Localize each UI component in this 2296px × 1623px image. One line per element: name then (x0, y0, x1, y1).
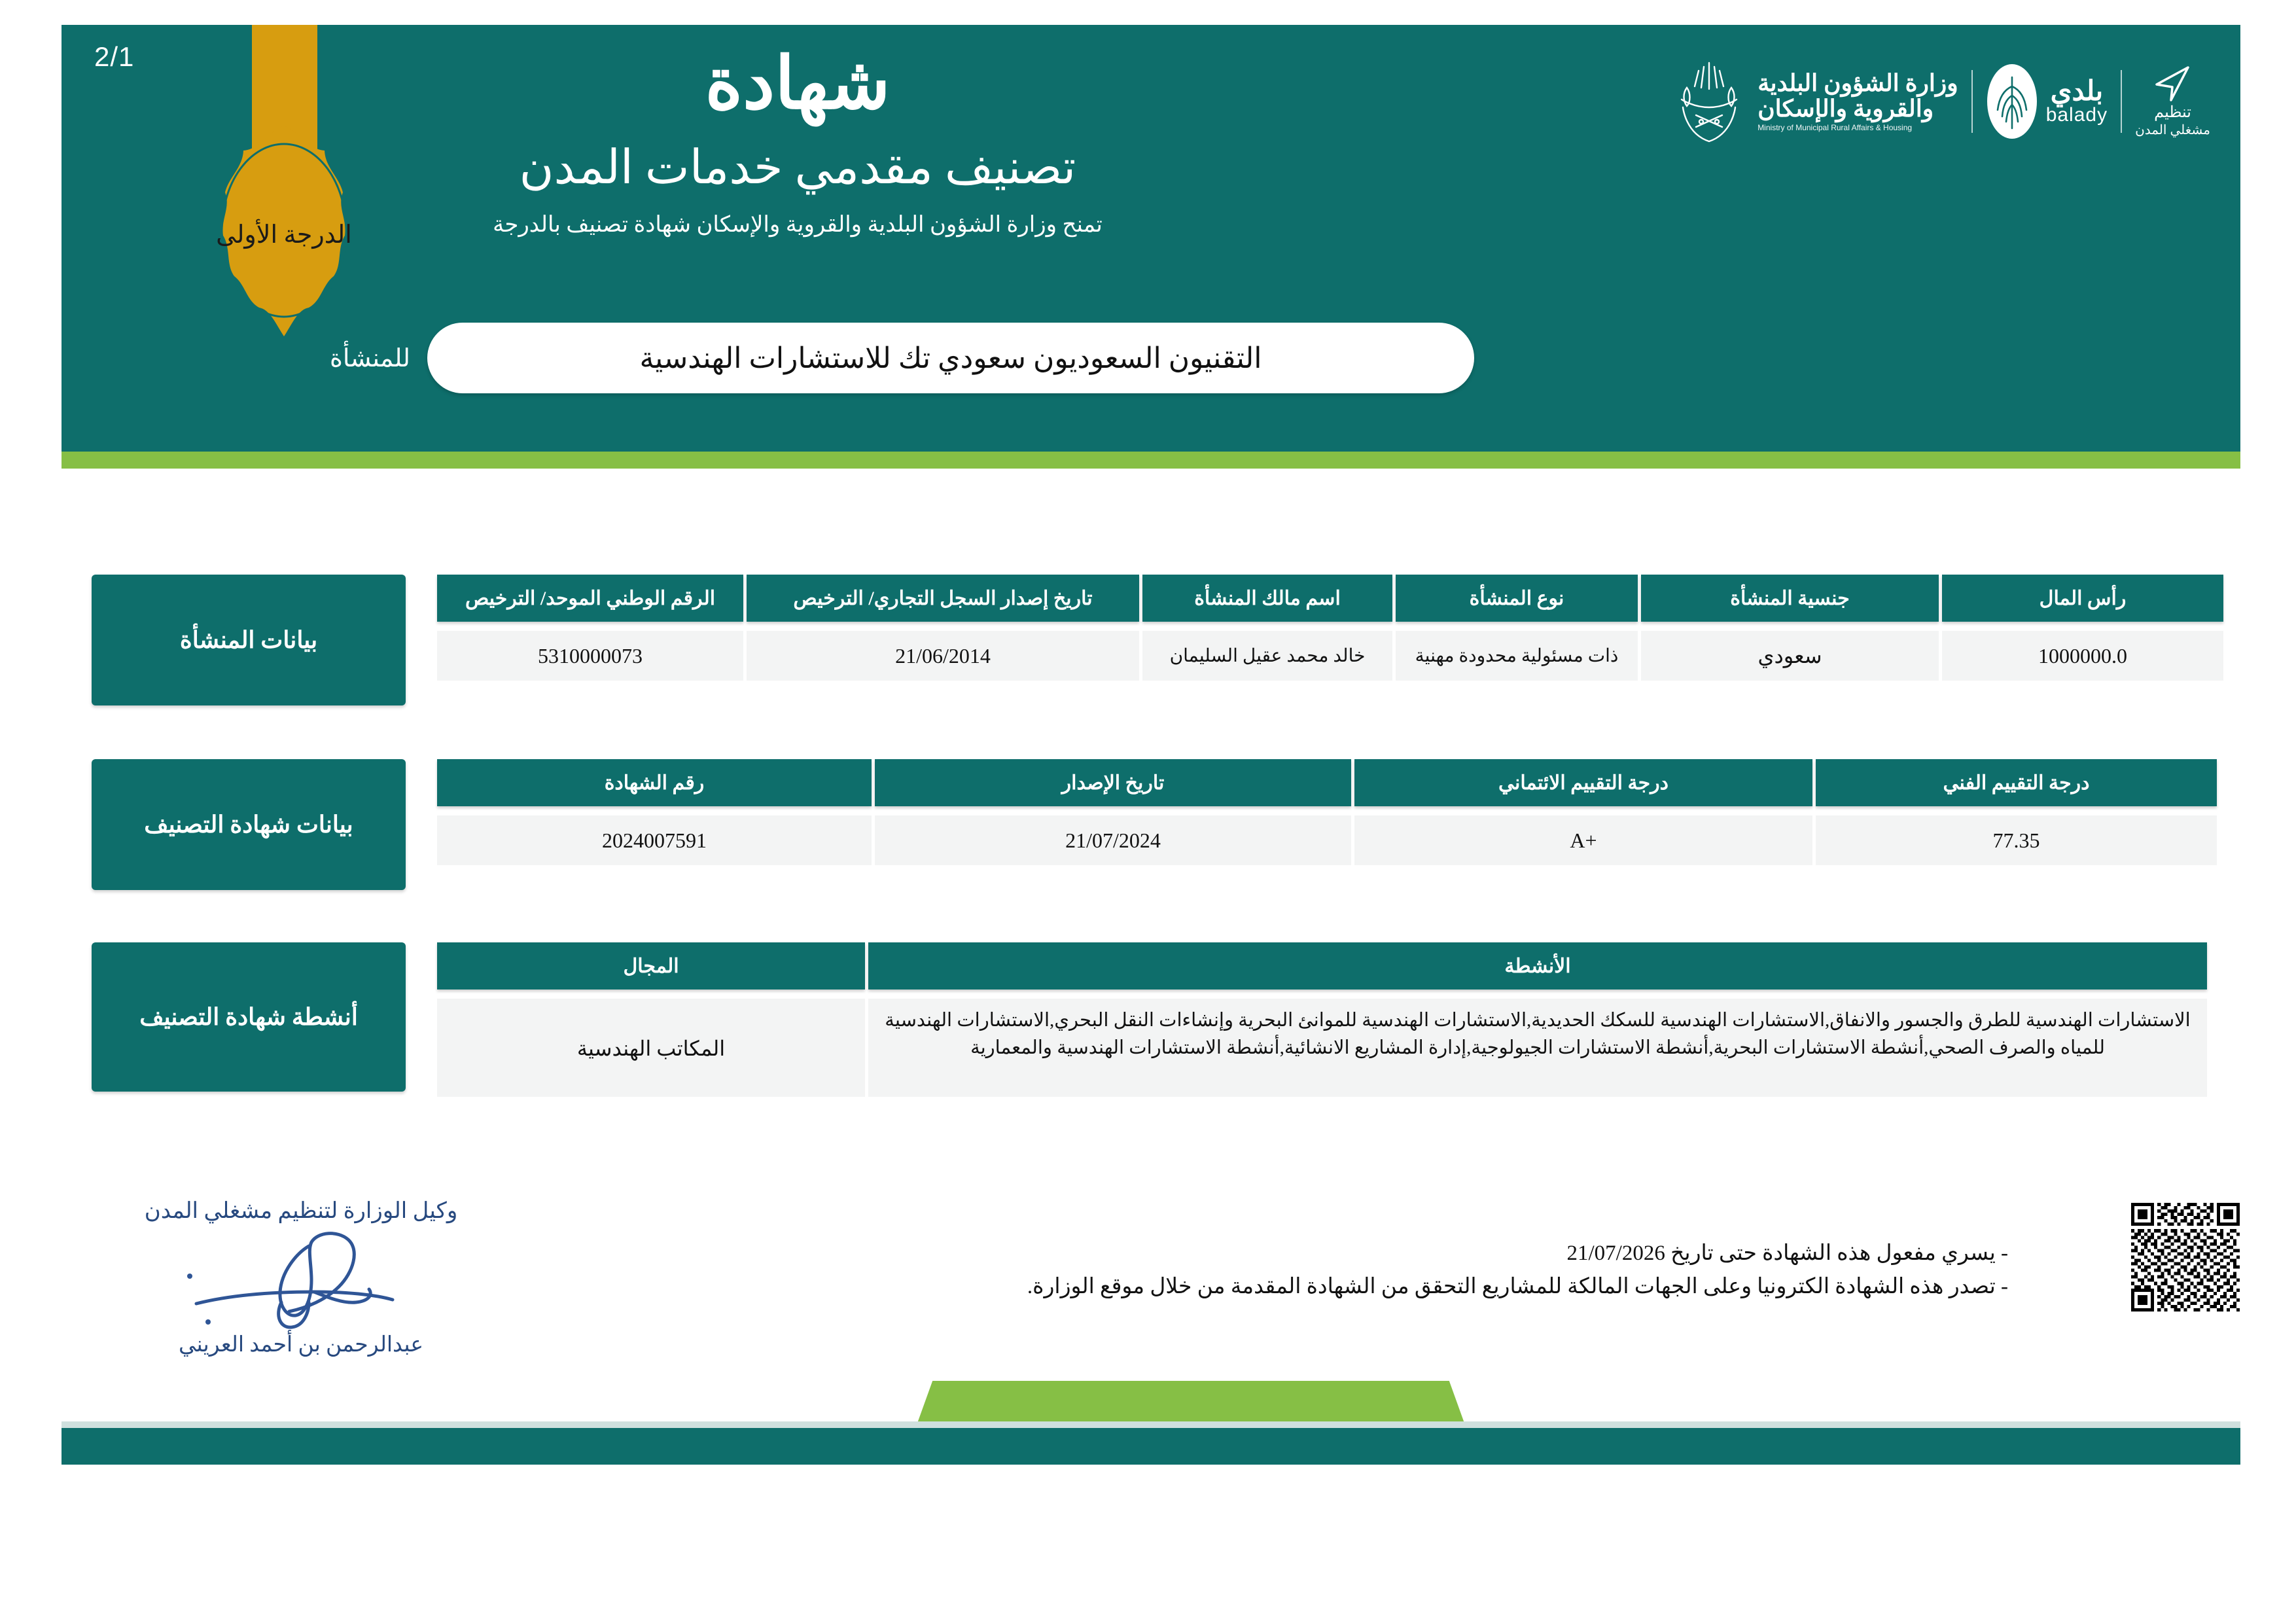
footer-light-line (62, 1421, 2240, 1428)
certificate-table (437, 759, 2217, 890)
note-validity-date: 21/07/2026 (1566, 1241, 1665, 1265)
cell-nationality: سعودي (1641, 631, 1939, 681)
cell-issue-date: 21/06/2014 (747, 631, 1139, 681)
footer-teal-bar (62, 1428, 2240, 1465)
col-technical-rating: درجة التقييم الفني (1816, 759, 2217, 806)
col-issue-date: تاريخ إصدار السجل التجاري/ الترخيص (747, 575, 1139, 622)
col-certificate-number: رقم الشهادة (437, 759, 872, 806)
note-electronic: - تصدر هذه الشهادة الكترونيا وعلى الجهات المالكة للمشاريع التحقق من الشهادة المقدمة من خلال موقع الوزارة. (1027, 1275, 2008, 1299)
establishment-table-header (437, 575, 2223, 622)
tanzeem-arrow-icon (2150, 65, 2196, 103)
ministry-wordmark (1757, 71, 1958, 133)
certificate-header (62, 25, 2240, 452)
tanzeem-line2: مشغلي المدن (2135, 123, 2210, 137)
note-validity-text: - يسري مفعول هذه الشهادة حتى تاريخ (1670, 1241, 2008, 1265)
col-issue-date: تاريخ الإصدار (875, 759, 1351, 806)
cell-certificate-number: 2024007591 (437, 815, 872, 865)
entity-row (330, 323, 1828, 393)
col-field: المجال (437, 942, 865, 990)
ministry-english: Ministry of Municipal Rural Affairs & Housing (1757, 123, 1913, 133)
balady-logo (1986, 63, 2108, 140)
balady-english: balady (2045, 104, 2108, 126)
certificate-subtitle: تصنيف مقدمي خدمات المدن (519, 141, 1076, 194)
col-entity-type: نوع المنشأة (1396, 575, 1638, 622)
tanzeem-logo (2135, 65, 2210, 138)
establishment-table-row (437, 631, 2223, 681)
activities-table (437, 942, 2212, 1097)
cell-owner-name: خالد محمد عقيل السليمان (1142, 631, 1392, 681)
tanzeem-line1: تنظيم (2154, 104, 2191, 121)
medal-grade-label: الدرجة الأولى (216, 221, 352, 249)
logo-group (1658, 59, 2210, 144)
cell-entity-type: ذات مسئولية محدودة مهنية (1396, 631, 1638, 681)
col-nationality: جنسية المنشأة (1641, 575, 1939, 622)
signature-title: وكيل الوزارة لتنظيم مشغلي المدن (144, 1199, 458, 1223)
footer-notes (765, 1237, 2008, 1304)
section-label-certificate: بيانات شهادة التصنيف (92, 759, 406, 890)
ministry-line1: وزارة الشؤون البلدية (1757, 69, 1958, 96)
col-activities: الأنشطة (868, 942, 2207, 990)
cell-technical-rating: 77.35 (1816, 815, 2217, 865)
section-certificate-data (92, 759, 2212, 890)
certificate-table-header (437, 759, 2217, 806)
section-label-establishment: بيانات المنشأة (92, 575, 406, 705)
ministry-line2: والقروية والإسكان (1757, 95, 1934, 122)
verification-qr-code (2131, 1203, 2240, 1311)
entity-name-field: التقنيون السعوديون سعودي تك للاستشارات الهندسية (427, 323, 1474, 393)
cell-credit-rating: A+ (1354, 815, 1812, 865)
establishment-table (437, 575, 2223, 705)
signature-name: عبدالرحمن بن أحمد العريني (178, 1333, 424, 1357)
certificate-table-row (437, 815, 2217, 865)
cell-national-number: 5310000073 (437, 631, 743, 681)
col-owner-name: اسم مالك المنشأة (1142, 575, 1392, 622)
logo-divider-2 (1971, 70, 1973, 133)
note-validity-line (765, 1237, 2008, 1270)
section-certificate-activities (92, 942, 2212, 1097)
cell-capital: 1000000.0 (1942, 631, 2223, 681)
col-national-number: الرقم الوطني الموحد/ الترخيص (437, 575, 743, 622)
footer-green-tab (916, 1381, 1466, 1427)
balady-wordmark (2046, 78, 2108, 125)
balady-arabic: بلدي (2050, 77, 2104, 107)
entity-label: للمنشأة (330, 344, 410, 372)
page-title: شهادة (705, 44, 891, 124)
signature-block (118, 1198, 484, 1357)
col-capital: رأس المال (1942, 575, 2223, 622)
activities-table-header (437, 942, 2212, 990)
certificate-grant-line: تمنح وزارة الشؤون البلدية والقروية والإسكان شهادة تصنيف بالدرجة (493, 213, 1103, 237)
page-number: 2/1 (94, 41, 135, 72)
header-green-stripe (62, 452, 2240, 469)
cell-field: المكاتب الهندسية (437, 999, 865, 1097)
section-label-activities: أنشطة شهادة التصنيف (92, 942, 406, 1092)
balady-palm-icon (1986, 63, 2038, 140)
logo-divider-1 (2121, 70, 2122, 133)
cell-issue-date: 21/07/2024 (875, 815, 1351, 865)
handwritten-signature (118, 1224, 484, 1335)
section-establishment-data (92, 575, 2212, 705)
cell-activities: الاستشارات الهندسية للطرق والجسور والانفاق,الاستشارات الهندسية للسكك الحديدية,الاستشارات الهندسية للموانئ البحرية وإنشاءات النقل البحري,الاستشارات الهندسية للمياه والصرف الصحي,أنشطة الاستشارات البحرية,أنشطة الاستشارات الجيولوجية,إدارة المشاريع الانشائية,أنشطة الاستشارات الهندسية والمعمارية (868, 999, 2207, 1097)
col-credit-rating: درجة التقييم الائتماني (1354, 759, 1812, 806)
saudi-emblem-icon (1672, 59, 1746, 144)
activities-table-row (437, 999, 2212, 1097)
